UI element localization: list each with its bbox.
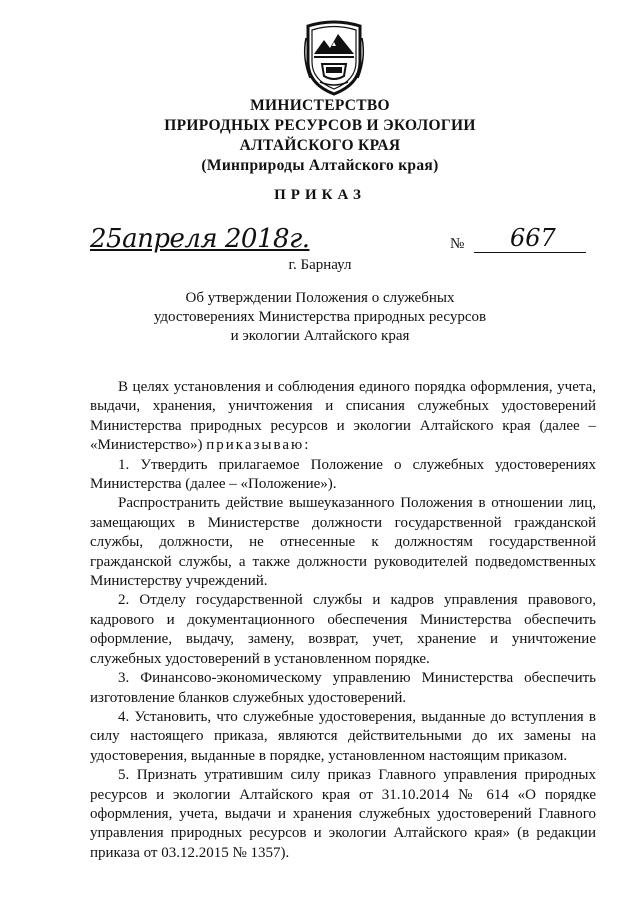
document-type: ПРИКАЗ [274,187,366,203]
order-body [90,378,596,863]
intro-paragraph [90,378,596,456]
subject-line-2: удостоверениях Министерства природных ресурсов [153,309,487,325]
number-sign: № [450,236,465,252]
ministry-line-1: МИНИСТЕРСТВО [250,97,390,114]
order-subject [0,289,640,346]
order-word: приказываю [206,437,305,454]
coat-of-arms-icon [300,18,368,96]
subject-line-1: Об утверждении Положения о служебных [185,290,455,306]
ministry-header [0,96,640,176]
subject-line-3: и экологии Алтайского края [230,328,410,344]
paragraph-1: 1. Утвердить прилагаемое Положение о служебных удостоверениях Министерства (далее – «Положение»). [90,456,596,493]
city-line: г. Барнаул [288,257,352,273]
ministry-line-4: (Минприроды Алтайского края) [201,157,439,174]
paragraph-3: 3. Финансово-экономическому управлению Министерства обеспечить изготовление бланков служебных удостоверений. [90,670,596,706]
handwritten-number: 667 [510,224,556,252]
intro-text: В целях установления и соблюдения единого порядка оформления, учета, выдачи, хранения, уничтожения и списания служебных удостоверений Министерства природных ресурсов и экологии Алтайского края (далее – «Министерство») [90,379,596,454]
intro-end: : [304,437,309,454]
paragraph-2: 2. Отделу государственной службы и кадров управления правового, кадрового и документационного обеспечения Министерства обеспечить оформление, выдачу, замену, возврат, учет, хранение и уничтожение служебных удостоверений в установленном порядке. [90,592,596,667]
paragraph-4: 4. Установить, что служебные удостоверения, выданные до вступления в силу настоящего приказа, являются действительными до их замены на удостоверения, выданные в порядке, установленном настоящим приказом. [90,708,596,764]
number-underline [474,252,586,253]
paragraph-1b: Распространить действие вышеуказанного Положения в отношении лиц, замещающих в Министерстве должности государственной гражданской службы, должности, не отнесенные к должностям государственной гражданской службы, а также должности руководителей подведомственных Министерству учреждений. [90,495,596,590]
ministry-line-2: ПРИРОДНЫХ РЕСУРСОВ И ЭКОЛОГИИ [164,117,476,134]
paragraph-5: 5. Признать утратившим силу приказ Главного управления природных ресурсов и экологии Алтайского края от 31.10.2014 № 614 «О порядке оформления, учета, выдачи и хранения служебных удостоверений Главного управления природных ресурсов и экологии Алтайского края» (в редакции приказа от 03.12.2015 № 1357). [90,767,596,861]
handwritten-date: 25апреля 2018г. [90,224,310,254]
ministry-line-3: АЛТАЙСКОГО КРАЯ [239,137,401,154]
